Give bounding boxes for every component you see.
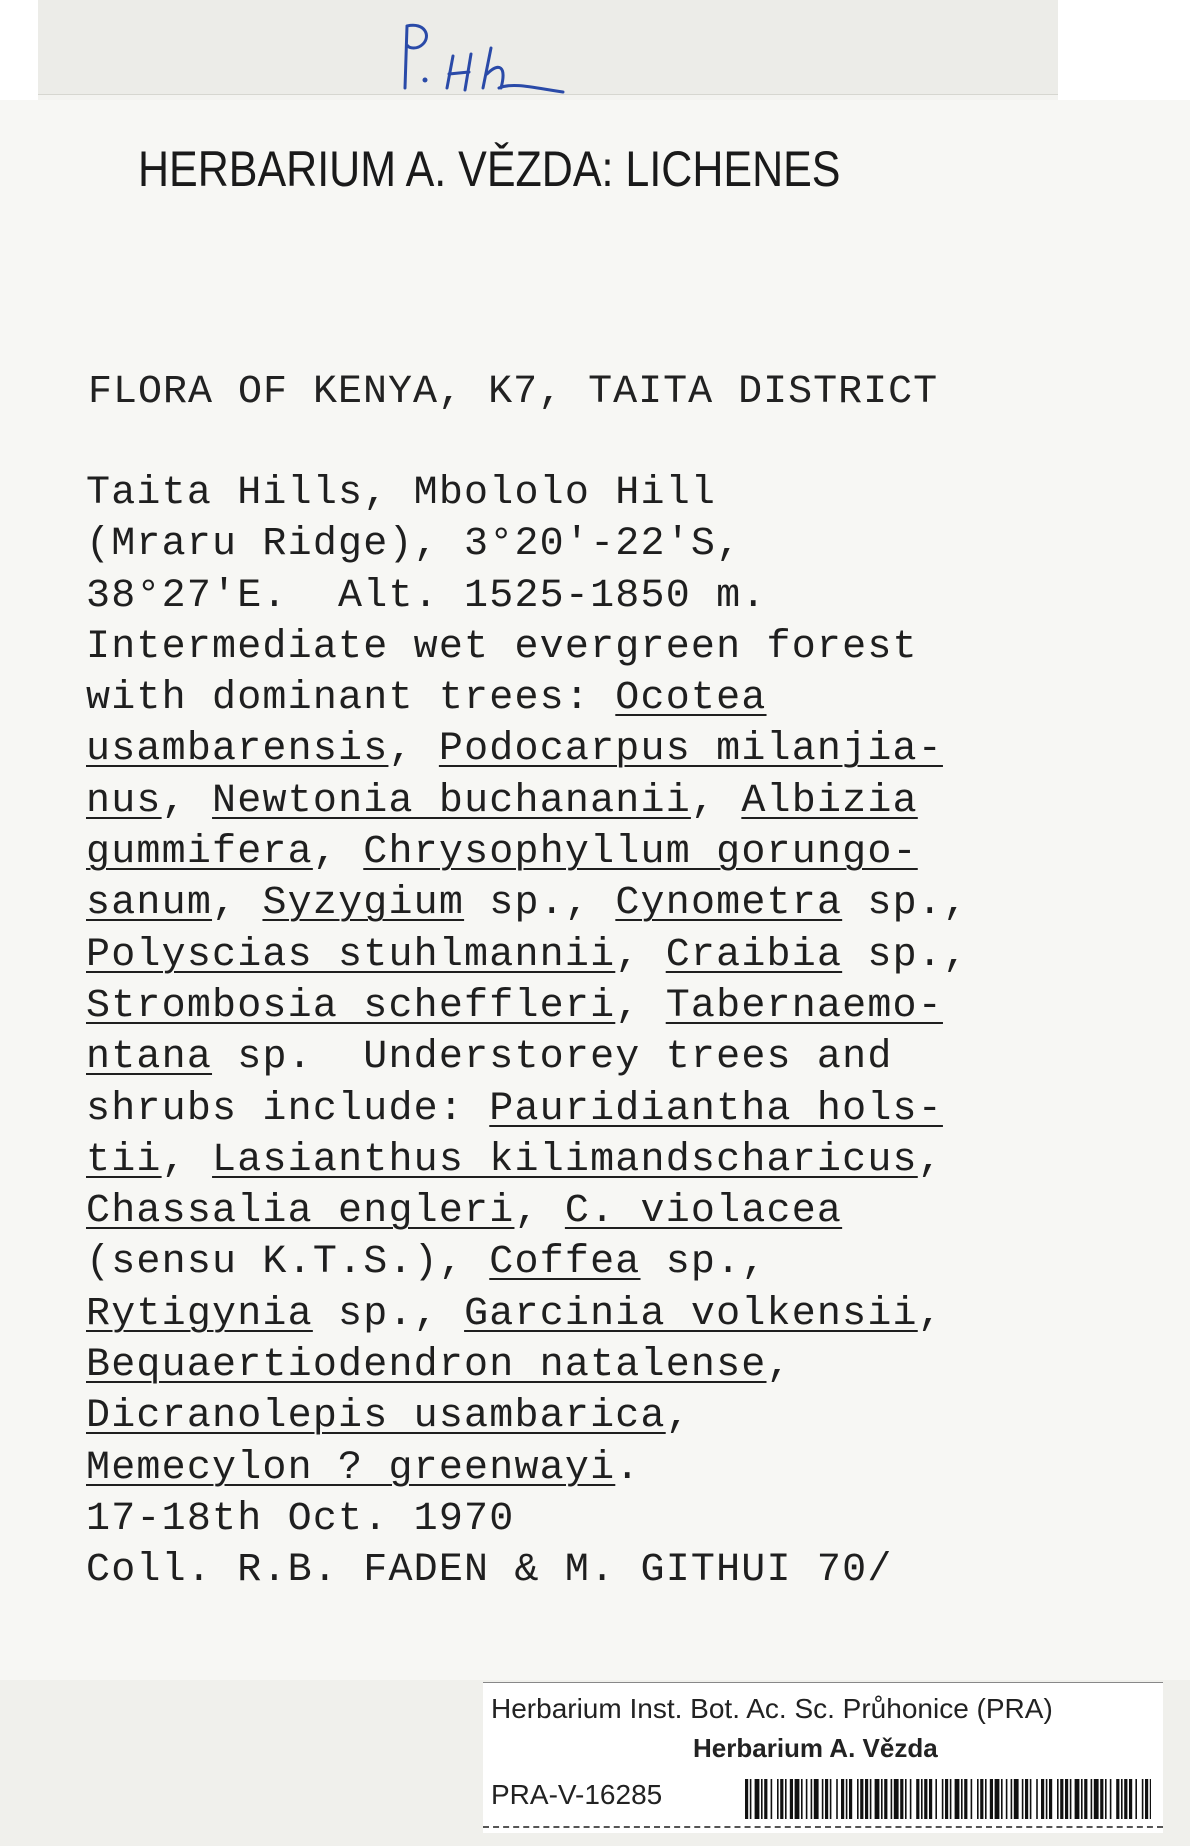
text-segment: .	[615, 1445, 641, 1491]
barcode-bar	[1110, 1779, 1112, 1819]
taxon-name: Newtonia buchananii	[212, 778, 691, 824]
barcode-bar	[745, 1779, 748, 1819]
text-segment: ,	[161, 778, 213, 824]
taxon-name: Ocotea	[615, 676, 767, 722]
locality-description	[86, 468, 1146, 1597]
locality-line	[86, 1391, 1146, 1442]
barcode-bar	[1135, 1779, 1137, 1819]
barcode-bar	[870, 1779, 872, 1819]
locality-line	[86, 1032, 1146, 1083]
barcode-bar	[884, 1779, 887, 1819]
barcode-bar	[814, 1779, 819, 1819]
barcode-bar	[1046, 1779, 1048, 1819]
barcode-bar	[1022, 1779, 1024, 1819]
barcode-bar	[777, 1779, 779, 1819]
text-segment: (Mraru Ridge), 3°20'-22'S,	[86, 522, 742, 568]
text-segment: sp.,	[312, 1291, 465, 1337]
taxon-name: Podocarpus milanjia-	[438, 727, 943, 773]
barcode-bar	[1129, 1779, 1132, 1819]
barcode-bar	[916, 1779, 919, 1819]
text-segment: shrubs include:	[86, 1086, 490, 1132]
barcode-bar	[881, 1779, 883, 1819]
taxon-name: usambarensis	[86, 727, 389, 773]
barcode-bar	[1001, 1779, 1003, 1819]
taxon-name: Dicranolepis usambarica	[86, 1394, 666, 1440]
barcode-bar	[836, 1779, 838, 1819]
barcode-bar	[985, 1779, 987, 1819]
barcode-bar	[830, 1779, 832, 1819]
barcode-bar	[964, 1779, 967, 1819]
taxon-name: Cynometra	[615, 881, 843, 927]
locality-line	[86, 930, 1146, 981]
barcode-bar	[1105, 1779, 1107, 1819]
text-segment: ,	[212, 881, 263, 927]
barcode-bar	[1091, 1779, 1093, 1819]
taxon-name: Garcinia volkensii	[464, 1291, 918, 1337]
taxon-name: Strombosia scheffleri	[86, 983, 616, 1029]
barcode-bar	[846, 1779, 848, 1819]
barcode-bar	[929, 1779, 932, 1819]
locality-line	[86, 571, 1146, 622]
barcode-bar	[1036, 1779, 1038, 1819]
barcode-bar	[1014, 1779, 1019, 1819]
barcode-bar	[942, 1779, 944, 1819]
taxon-name: Albizia	[741, 778, 918, 824]
barcode-bar	[785, 1779, 787, 1819]
barcode-bar	[761, 1779, 763, 1819]
locality-line	[86, 1545, 1146, 1596]
text-segment: ,	[312, 830, 364, 876]
taxon-name: nus	[86, 778, 162, 824]
barcode-bar	[1116, 1779, 1119, 1819]
text-segment: ,	[690, 778, 742, 824]
barcode-bar	[1124, 1779, 1127, 1819]
handwritten-annotation	[395, 18, 615, 98]
text-segment: Intermediate wet evergreen forest	[86, 624, 918, 670]
text-segment: sp.,	[842, 932, 969, 978]
taxon-name: gummifera	[86, 830, 313, 876]
text-segment: ,	[514, 1189, 565, 1235]
barcode	[745, 1779, 1151, 1819]
locality-line	[86, 468, 1146, 519]
barcode-bar	[924, 1779, 927, 1819]
locality-line	[86, 1494, 1146, 1545]
taxon-name: Craibia	[665, 932, 843, 978]
herbarium-header: HERBARIUM A. VĚZDA: LICHENES	[138, 141, 841, 197]
barcode-bar	[801, 1779, 803, 1819]
taxon-name: Pauridiantha hols-	[489, 1086, 943, 1132]
text-segment: ,	[766, 1343, 792, 1389]
text-segment: (sensu K.T.S.),	[86, 1240, 490, 1286]
taxon-name: Chrysophyllum gorungo-	[363, 830, 918, 876]
barcode-bar	[955, 1779, 960, 1819]
locality-line	[86, 776, 1146, 827]
barcode-bar	[1006, 1779, 1008, 1819]
barcode-bar	[990, 1779, 993, 1819]
right-background	[1058, 0, 1190, 100]
locality-line	[86, 1084, 1146, 1135]
barcode-bar	[822, 1779, 824, 1819]
barcode-bar	[1070, 1779, 1072, 1819]
barcode-bar	[790, 1779, 793, 1819]
barcode-bar	[1060, 1779, 1063, 1819]
cut-line	[483, 1826, 1163, 1828]
flora-title: FLORA OF KENYA, K7, TAITA DISTRICT	[88, 370, 939, 415]
text-segment: sp.,	[842, 881, 969, 927]
locality-line	[86, 1443, 1146, 1494]
barcode-bar	[865, 1779, 868, 1819]
barcode-bar	[1049, 1779, 1052, 1819]
locality-line	[86, 1340, 1146, 1391]
text-segment: ,	[161, 1137, 213, 1183]
barcode-bar	[905, 1779, 907, 1819]
locality-line	[86, 827, 1146, 878]
barcode-bar	[910, 1779, 912, 1819]
barcode-bar	[750, 1779, 752, 1819]
text-segment: 17-18th Oct. 1970	[86, 1496, 515, 1542]
herbarium-stamp	[483, 1682, 1163, 1833]
barcode-bar	[1025, 1779, 1028, 1819]
text-segment: sp.,	[640, 1240, 767, 1286]
barcode-bar	[995, 1779, 1000, 1819]
barcode-bar	[1150, 1779, 1151, 1819]
specimen-id: PRA-V-16285	[491, 1779, 663, 1810]
taxon-name: C. violacea	[564, 1189, 843, 1235]
barcode-bar	[875, 1779, 880, 1819]
barcode-bar	[1145, 1779, 1148, 1819]
barcode-bar	[1142, 1779, 1144, 1819]
taxon-name: Tabernaemo-	[665, 983, 943, 1029]
text-segment: Taita Hills, Mbololo Hill	[86, 471, 717, 516]
barcode-bar	[977, 1779, 979, 1819]
barcode-bar	[1084, 1779, 1087, 1819]
barcode-bar	[771, 1779, 773, 1819]
locality-line	[86, 1186, 1146, 1237]
taxon-name: ntana	[86, 1035, 213, 1081]
left-background	[0, 0, 38, 100]
barcode-bar	[1094, 1779, 1099, 1819]
locality-line	[86, 1237, 1146, 1288]
taxon-name: Memecylon ? greenwayi	[86, 1445, 616, 1491]
text-segment: ,	[917, 1137, 943, 1183]
locality-line	[86, 673, 1146, 724]
taxon-name: tii	[86, 1137, 162, 1183]
text-segment: Coll. R.B. FADEN & M. GITHUI 70/	[86, 1548, 893, 1594]
barcode-bar	[849, 1779, 852, 1819]
taxon-name: Rytigynia	[86, 1291, 313, 1337]
barcode-bar	[857, 1779, 859, 1819]
locality-line	[86, 1289, 1146, 1340]
barcode-bar	[971, 1779, 973, 1819]
locality-line	[86, 724, 1146, 775]
locality-line	[86, 1135, 1146, 1186]
barcode-bar	[764, 1779, 767, 1819]
barcode-bar	[894, 1779, 899, 1819]
barcode-bar	[950, 1779, 952, 1819]
institution-line: Herbarium Inst. Bot. Ac. Sc. Průhonice (PRA)	[491, 1693, 1053, 1724]
taxon-name: Bequaertiodendron natalense	[86, 1343, 767, 1389]
taxon-name: Lasianthus kilimandscharicus	[212, 1137, 918, 1183]
locality-line	[86, 981, 1146, 1032]
taxon-name: Syzygium	[262, 881, 465, 927]
text-segment: ,	[388, 727, 439, 773]
barcode-bar	[1100, 1779, 1103, 1819]
barcode-bar	[1011, 1779, 1013, 1819]
taxon-name: Chassalia engleri	[86, 1189, 515, 1235]
barcode-bar	[1075, 1779, 1080, 1819]
text-segment: sp.,	[464, 881, 616, 927]
barcode-bar	[961, 1779, 963, 1819]
text-segment: ,	[615, 983, 666, 1029]
barcode-bar	[935, 1779, 937, 1819]
text-segment: 38°27'E. Alt. 1525-1850 m.	[86, 573, 767, 619]
barcode-bar	[1057, 1779, 1059, 1819]
barcode-bar	[755, 1779, 760, 1819]
taxon-name: Coffea	[489, 1240, 641, 1286]
barcode-bar	[921, 1779, 923, 1819]
text-segment: with dominant trees:	[86, 676, 616, 722]
text-segment: ,	[917, 1291, 943, 1337]
barcode-bar	[945, 1779, 948, 1819]
taxon-name: sanum	[86, 881, 213, 927]
barcode-bar	[900, 1779, 903, 1819]
barcode-bar	[1041, 1779, 1044, 1819]
barcode-bar	[1065, 1779, 1068, 1819]
text-segment: sp. Understorey trees and	[212, 1035, 893, 1081]
barcode-bar	[1081, 1779, 1083, 1819]
barcode-bar	[891, 1779, 893, 1819]
barcode-bar	[780, 1779, 783, 1819]
locality-line	[86, 622, 1146, 673]
collection-line: Herbarium A. Vězda	[693, 1733, 938, 1763]
taxon-name: Polyscias stuhlmannii	[86, 932, 616, 978]
locality-line	[86, 519, 1146, 570]
text-segment: ,	[615, 932, 666, 978]
barcode-bar	[1030, 1779, 1032, 1819]
barcode-bar	[811, 1779, 813, 1819]
barcode-bar	[980, 1779, 983, 1819]
barcode-bar	[841, 1779, 844, 1819]
barcode-bar	[825, 1779, 828, 1819]
barcode-bar	[860, 1779, 863, 1819]
text-segment: ,	[665, 1394, 691, 1440]
barcode-bar	[806, 1779, 808, 1819]
locality-line	[86, 878, 1146, 929]
barcode-bar	[1121, 1779, 1123, 1819]
barcode-bar	[795, 1779, 800, 1819]
